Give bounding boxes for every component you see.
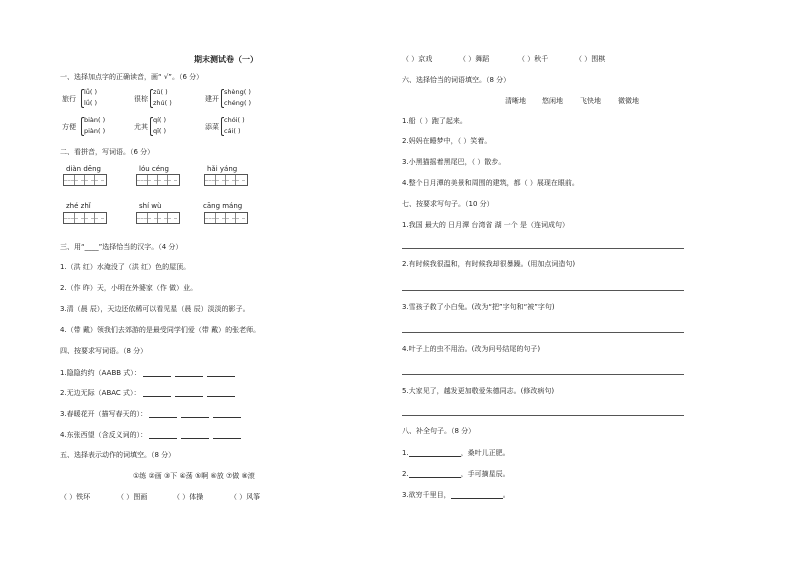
pinyin-label: shí wù: [139, 202, 162, 210]
q6-option: 悠闲地: [542, 97, 563, 105]
q7-line: 3.雪孩子救了小白兔。(改为“把”字句和“被”字句): [402, 303, 555, 311]
q2-header: 二、看拼音，写词语。（6 分）: [60, 148, 155, 156]
writing-grid[interactable]: [63, 174, 107, 186]
q1-option-b[interactable]: qī( ): [153, 127, 167, 135]
q8-pre: 2.: [402, 470, 409, 478]
writing-grid[interactable]: [63, 212, 107, 224]
q8-line: [402, 492, 510, 499]
q1-option-a[interactable]: qí( ): [153, 116, 167, 124]
q8-post: ，手可摘星辰。: [460, 470, 510, 478]
q8-pre: 1.: [402, 449, 409, 457]
q1-option-b[interactable]: cái( ): [224, 127, 241, 135]
q8-post: ，桑叶儿正肥。: [460, 449, 510, 457]
q4-label: 4.东张西望（含反义词的）：: [60, 431, 148, 439]
q1-option-b[interactable]: lǘ( ): [84, 99, 98, 107]
q6-line: 2.妈妈在睡梦中，（ ）笑着。: [402, 137, 492, 145]
answer-blank[interactable]: [213, 411, 241, 418]
q4-line: [60, 390, 237, 397]
answer-blank[interactable]: [181, 411, 209, 418]
answer-line[interactable]: [402, 332, 684, 333]
q5-item[interactable]: （ ）围棋: [575, 55, 606, 63]
pinyin-label: diàn dēng: [66, 165, 101, 173]
q1-word: 旅行: [62, 95, 76, 103]
q7-line: 1.我国 最大的 日月潭 台湾省 湖 一个 是（连词成句）: [402, 221, 570, 229]
answer-blank[interactable]: [175, 390, 203, 397]
q5-item[interactable]: （ ）体操: [173, 493, 204, 501]
pinyin-label: zhé zhǐ: [66, 202, 91, 210]
answer-blank[interactable]: [207, 390, 235, 397]
q1-option-a[interactable]: biàn( ): [84, 116, 106, 124]
q1-word: 方便: [62, 123, 76, 131]
q4-label: 1.隐隐约约（AABB 式）：: [60, 369, 141, 377]
page-title: 期末测试卷（一）: [194, 55, 258, 64]
answer-line[interactable]: [402, 374, 684, 375]
writing-grid[interactable]: [204, 174, 248, 186]
q1-word: 建开: [205, 95, 219, 103]
q5-item[interactable]: （ ）风筝: [230, 493, 261, 501]
q5-item[interactable]: （ ）图画: [117, 493, 148, 501]
q6-option: 飞快地: [580, 97, 601, 105]
q1-option-b[interactable]: piàn( ): [84, 127, 106, 135]
q6-line: 3.小黑猫摇着黑尾巴，（ ）散步。: [402, 158, 506, 166]
answer-blank[interactable]: [207, 370, 235, 377]
answer-blank[interactable]: [451, 492, 503, 499]
q4-line: [60, 411, 243, 418]
q1-option-a[interactable]: lǚ( ): [84, 88, 98, 96]
q1-option-a[interactable]: zǔ( ): [153, 88, 168, 96]
answer-line[interactable]: [402, 290, 684, 291]
q5-options: ①练 ②画 ③下 ④荡 ⑤啊 ⑥放 ⑦做 ⑧滚: [133, 472, 255, 480]
q3-line: 3.清（晨 辰），天边还依稀可以看见星（晨 辰）淡淡的影子。: [60, 305, 250, 313]
q3-line: 1.（洪 红）水淹没了（洪 红）色的屋顶。: [60, 263, 191, 271]
answer-blank[interactable]: [149, 411, 177, 418]
q5-item[interactable]: （ ）京戏: [402, 55, 433, 63]
q4-line: [60, 370, 237, 377]
q8-post: 。: [502, 491, 510, 499]
q1-word: 尤其: [134, 123, 148, 131]
q1-word: 添菜: [205, 123, 219, 131]
answer-blank[interactable]: [409, 471, 461, 478]
q5-item[interactable]: （ ）舞蹈: [459, 55, 490, 63]
answer-blank[interactable]: [409, 450, 461, 457]
answer-blank[interactable]: [213, 432, 241, 439]
q3-header: 三、用“____”选择恰当的汉字。（4 分）: [60, 243, 183, 251]
q1-option-a[interactable]: chói( ): [224, 116, 245, 124]
q6-line: 4.整个日月潭的美景和周围的建筑，都（ ）展现在眼前。: [402, 179, 579, 187]
q6-header: 六、选择恰当的词语填空。（8 分）: [402, 76, 511, 84]
pinyin-label: lóu céng: [139, 165, 169, 173]
q5-header: 五、选择表示动作的词填空。（8 分）: [60, 451, 176, 459]
q7-header: 七、按要求写句子。（10 分）: [402, 200, 494, 208]
q8-pre: 3.欲穷千里目，: [402, 491, 451, 499]
q8-header: 八、补全句子。（8 分）: [402, 427, 476, 435]
answer-blank[interactable]: [175, 370, 203, 377]
q6-line: 1.船（ ）跑了起来。: [402, 117, 467, 125]
q5-item[interactable]: （ ）秋千: [518, 55, 549, 63]
writing-grid[interactable]: [136, 174, 180, 186]
q1-header: 一、选择加点字的正确读音，画“ √”。（6 分）: [60, 73, 204, 81]
q1-option-b[interactable]: zhú( ): [153, 99, 172, 107]
answer-line[interactable]: [402, 248, 684, 249]
q3-line: 4.（带 戴）领我们去郊游的是最受同学们爱（带 戴）的张老师。: [60, 326, 261, 334]
q4-header: 四、按要求写词语。（8 分）: [60, 347, 148, 355]
q1-word: 很棕: [134, 95, 148, 103]
q1-option-a[interactable]: shèng( ): [224, 88, 251, 96]
answer-line[interactable]: [402, 415, 684, 416]
writing-grid[interactable]: [204, 212, 248, 224]
pinyin-label: cāng máng: [203, 202, 243, 210]
q6-option: 清晰地: [505, 97, 526, 105]
pinyin-label: hǎi yáng: [207, 165, 238, 173]
answer-blank[interactable]: [143, 370, 171, 377]
answer-blank[interactable]: [143, 390, 171, 397]
q4-label: 3.春暖花开（描写春天的）：: [60, 410, 148, 418]
q6-option: 微微地: [618, 97, 639, 105]
q7-line: 5.大家见了，越发更加敬爱朱德同志。(修改病句): [402, 387, 555, 395]
q3-line: 2.（作 昨）天，小明在外婆家（作 做）业。: [60, 284, 198, 292]
q8-line: [402, 450, 510, 457]
q7-line: 4.叶子上的虫不用治。(改为问号结尾的句子): [402, 345, 541, 353]
q8-line: [402, 471, 510, 478]
q7-line: 2.有时候我很温和，有时候我却很暴躁。(用加点词造句): [402, 260, 576, 268]
q1-option-b[interactable]: chéng( ): [224, 99, 252, 107]
writing-grid[interactable]: [136, 212, 180, 224]
q5-item[interactable]: （ ）铁环: [60, 493, 91, 501]
answer-blank[interactable]: [181, 432, 209, 439]
answer-blank[interactable]: [149, 432, 177, 439]
q4-label: 2.无边无际（ABAC 式）：: [60, 389, 141, 397]
q4-line: [60, 432, 243, 439]
